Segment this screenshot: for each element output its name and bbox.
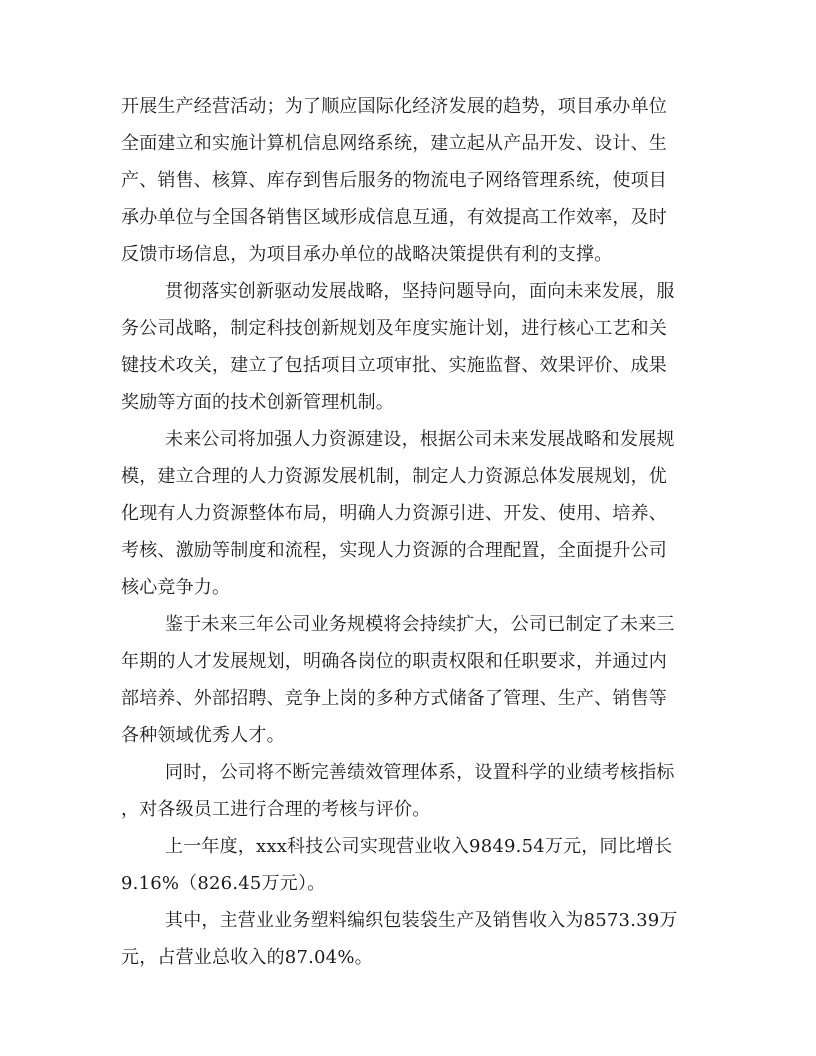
text-line: 上一年度，xxx科技公司实现营业收入9849.54万元，同比增长	[165, 836, 673, 857]
text-line: 承办单位与全国各销售区域形成信息互通，有效提高工作效率，及时	[121, 207, 667, 228]
text-line: 模，建立合理的人力资源发展机制，制定人力资源总体发展规划，优	[121, 466, 667, 487]
text-line: 元，占营业总收入的87.04%。	[121, 947, 373, 968]
text-line: 考核、激励等制度和流程，实现人力资源的合理配置，全面提升公司	[121, 540, 667, 561]
text-line: ，对各级员工进行合理的考核与评价。	[121, 799, 431, 820]
paragraph-it-network	[121, 88, 696, 273]
text-line: 部培养、外部招聘、竞争上岗的多种方式储备了管理、生产、销售等	[121, 688, 667, 709]
text-line: 奖励等方面的技术创新管理机制。	[121, 392, 394, 413]
paragraph-performance-management	[121, 754, 696, 828]
text-line: 产、销售、核算、库存到售后服务的物流电子网络管理系统，使项目	[121, 170, 667, 191]
text-line: 全面建立和实施计算机信息网络系统，建立起从产品开发、设计、生	[121, 133, 667, 154]
text-line: 贯彻落实创新驱动发展战略，坚持问题导向，面向未来发展，服	[165, 281, 675, 302]
document-page	[121, 88, 696, 976]
text-line: 反馈市场信息，为项目承办单位的战略决策提供有利的支撑。	[121, 244, 613, 265]
paragraph-innovation-strategy	[121, 273, 696, 421]
text-line: 开展生产经营活动；为了顺应国际化经济发展的趋势，项目承办单位	[121, 96, 667, 117]
text-line: 务公司战略，制定科技创新规划及年度实施计划，进行核心工艺和关	[121, 318, 667, 339]
text-line: 键技术攻关，建立了包括项目立项审批、实施监督、效果评价、成果	[121, 355, 667, 376]
paragraph-human-resources	[121, 421, 696, 606]
paragraph-annual-revenue	[121, 828, 696, 902]
text-line: 各种领域优秀人才。	[121, 725, 285, 746]
text-line: 9.16%（826.45万元）。	[121, 873, 326, 894]
text-line: 核心竞争力。	[121, 577, 231, 598]
paragraph-main-business-revenue	[121, 902, 696, 976]
text-line: 其中，主营业业务塑料编织包装袋生产及销售收入为8573.39万	[165, 910, 678, 931]
text-line: 鉴于未来三年公司业务规模将会持续扩大，公司已制定了未来三	[165, 614, 675, 635]
text-line: 同时，公司将不断完善绩效管理体系，设置科学的业绩考核指标	[165, 762, 675, 783]
text-line: 化现有人力资源整体布局，明确人力资源引进、开发、使用、培养、	[121, 503, 667, 524]
text-line: 年期的人才发展规划，明确各岗位的职责权限和任职要求，并通过内	[121, 651, 667, 672]
paragraph-talent-plan	[121, 606, 696, 754]
text-line: 未来公司将加强人力资源建设，根据公司未来发展战略和发展规	[165, 429, 675, 450]
